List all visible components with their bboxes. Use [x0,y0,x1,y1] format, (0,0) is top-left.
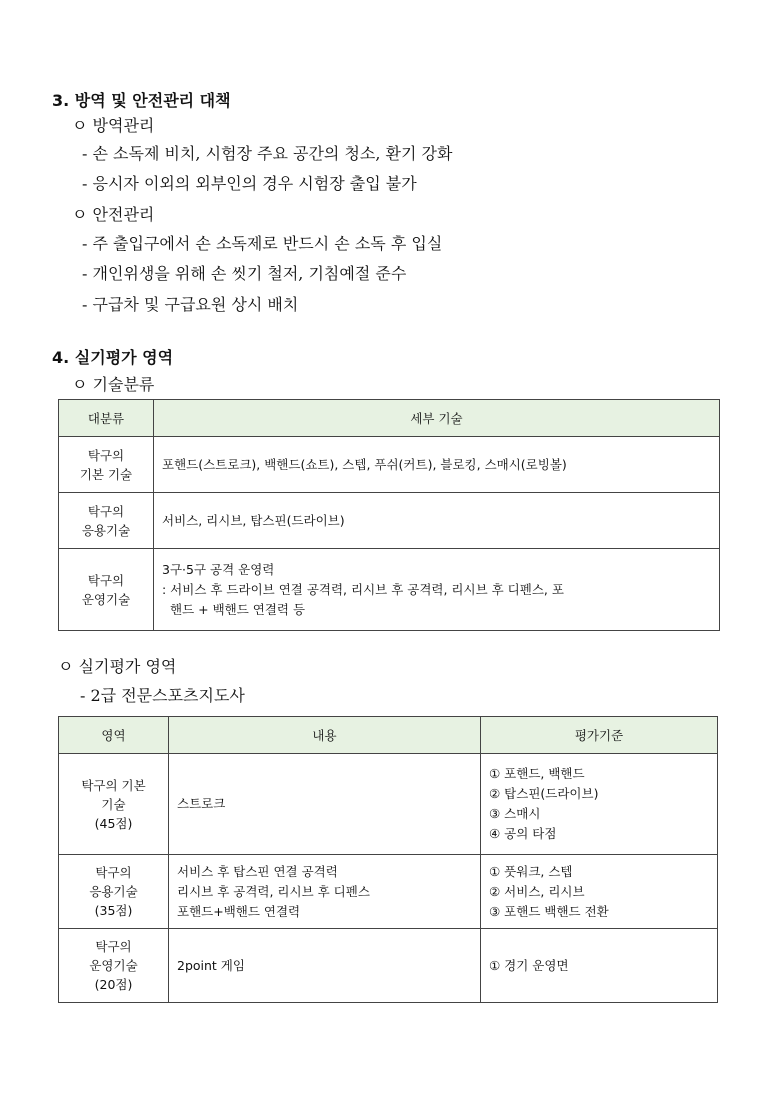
section-3-title: 3. 방역 및 안전관리 대책 [52,91,231,110]
cell-text: 핸드 + 백핸드 연결력 등 [170,601,306,617]
cell-text: 응용기술 [89,884,138,899]
cell-text: (35점) [94,903,133,918]
cell-text: 운영기술 [81,591,131,607]
detail-cell [154,549,720,631]
list-item: - 개인위생을 위해 손 씻기 철저, 기침예절 준수 [82,264,407,283]
area-cell [59,754,169,855]
cell-text: ① 경기 운영면 [489,957,569,973]
table-row [59,855,718,929]
table-row [59,437,720,493]
list-item: - 구급차 및 구급요원 상시 배치 [82,295,299,314]
cell-text: 탁구의 [87,447,125,463]
cell-text: ④ 공의 타점 [489,826,557,841]
subheading-skill-classification: ㅇ 기술분류 [72,375,155,394]
cell-text: 탁구의 [87,503,125,519]
list-item: - 손 소독제 비치, 시험장 주요 공간의 청소, 환기 강화 [82,144,453,163]
cell-text: 운영기술 [89,958,138,973]
table-row [59,754,718,855]
column-header: 세부 기술 [154,400,720,437]
cell-text: 탁구의 [87,572,125,588]
cell-text: 서비스 후 탑스핀 연결 공격력 [177,863,338,879]
detail-cell: 포핸드(스트로크), 백핸드(쇼트), 스텝, 푸쉬(커트), 블로킹, 스매시(로빙볼) [154,437,720,493]
cell-text: 스트로크 [177,796,226,811]
category-cell [59,549,154,631]
cell-text: : 서비스 후 드라이브 연결 공격력, 리시브 후 공격력, 리시브 후 디펜스, 포 [162,581,564,597]
criteria-cell [481,754,718,855]
cell-text: 리시브 후 공격력, 리시브 후 디펜스 [177,883,370,899]
column-header: 내용 [169,717,481,754]
cell-text: 탁구의 기본 [81,777,146,793]
cell-text: 기본 기술 [79,466,133,482]
area-cell [59,929,169,1003]
column-header: 대분류 [59,400,154,437]
cell-text: ③ 포핸드 백핸드 전환 [489,903,609,919]
content-cell [169,754,481,855]
table-row [59,929,718,1003]
cell-text: 기술 [101,796,126,812]
content-cell [169,855,481,929]
cell-text: ① 포핸드, 백핸드 [489,766,585,781]
cell-text: 응용기술 [81,522,131,538]
evaluation-table [58,716,718,1003]
area-cell [59,855,169,929]
list-item: - 응시자 이외의 외부인의 경우 시험장 출입 불가 [82,174,417,193]
cell-text: ① 풋워크, 스텝 [489,863,573,879]
list-item: - 2급 전문스포츠지도사 [80,686,245,705]
skill-classification-table [58,399,720,631]
subheading-practical-area: ㅇ 실기평가 영역 [58,657,177,676]
cell-text: 탁구의 [95,865,132,880]
table-row [59,549,720,631]
column-header: 영역 [59,717,169,754]
detail-cell: 서비스, 리시브, 탑스핀(드라이브) [154,493,720,549]
subheading-safety: ㅇ 안전관리 [72,205,155,224]
cell-text: 탁구의 [95,939,132,954]
cell-text: 포핸드+백핸드 연결력 [177,903,301,919]
criteria-cell [481,855,718,929]
criteria-cell [481,929,718,1003]
table-header-row [59,717,718,754]
cell-text: ② 탑스핀(드라이브) [489,786,599,801]
table-header-row [59,400,720,437]
list-item: - 주 출입구에서 손 소독제로 반드시 손 소독 후 입실 [82,234,443,253]
cell-text: 3구·5구 공격 운영력 [162,561,275,577]
cell-text: ② 서비스, 리시브 [489,883,585,899]
content-cell [169,929,481,1003]
cell-text: 2point 게임 [177,957,245,973]
cell-text: (20점) [94,977,133,992]
cell-text: ③ 스매시 [489,806,541,821]
column-header: 평가기준 [481,717,718,754]
cell-text: (45점) [94,815,133,831]
subheading-quarantine: ㅇ 방역관리 [72,116,155,135]
category-cell [59,493,154,549]
category-cell [59,437,154,493]
section-4-title: 4. 실기평가 영역 [52,348,174,367]
table-row [59,493,720,549]
